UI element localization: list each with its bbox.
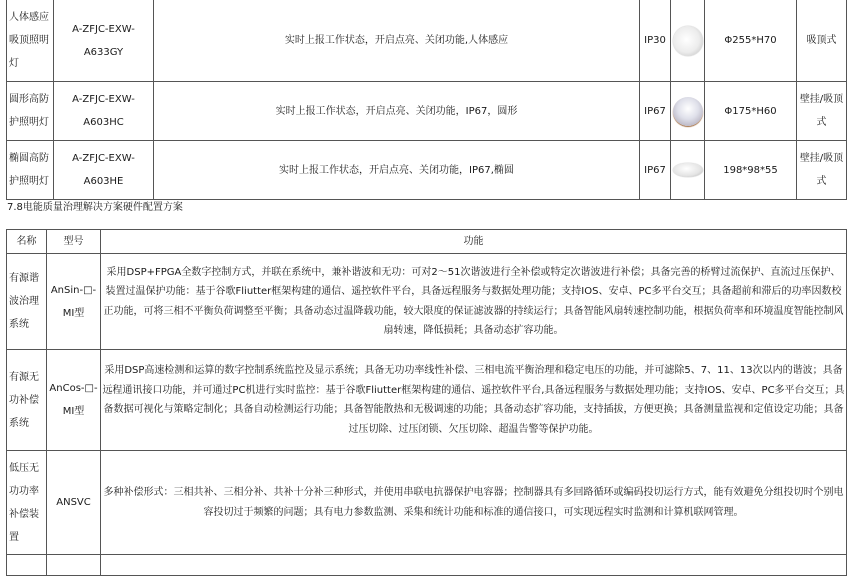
- lighting-table: [6, 0, 847, 200]
- lamp-description: 实时上报工作状态，开启点亮、关闭功能,人体感应: [154, 0, 640, 82]
- table-row-partial: [7, 555, 847, 576]
- lamp-name: 圆形高防护照明灯: [7, 82, 54, 141]
- table-row: [7, 451, 847, 555]
- lamp-ip-rating: IP67: [640, 82, 671, 141]
- system-function: 采用DSP+FPGA全数字控制方式，并联在系统中，兼补谐波和无功：可对2～51次谐波进行全补偿或特定次谐波进行补偿；具备完善的桥臂过流保护、直流过压保护、装置过温保护功能：基于谷歌Fliutter框架构建的通信、遥控软件平台，具备远程服务与数据处理功能；支持IOS、安卓、PC多平台交互；具备超前和滞后的功率因数校正功能，可将三相不平衡负荷调整至平衡；具备动态过温降载功能，较大限度的保证滤波器的持续运行；具备智能风扇转速控制功能，根据负荷率和环境温度智能控制风扇转速，降低损耗；具备动态扩容功能。: [101, 254, 847, 350]
- lamp-model: A-ZFJC-EXW-A603HC: [54, 82, 154, 141]
- table-header-row: [7, 230, 847, 254]
- lamp-image: [671, 141, 705, 200]
- power-quality-table: [6, 229, 847, 576]
- lamp-ip-rating: IP67: [640, 141, 671, 200]
- lamp-mount: 壁挂/吸顶式: [797, 141, 847, 200]
- system-name: 有源无功补偿系统: [7, 350, 47, 451]
- oval-protective-lamp-icon: [673, 163, 703, 177]
- lamp-image: [671, 0, 705, 82]
- system-name: 低压无功功率补偿装置: [7, 451, 47, 555]
- header-name: 名称: [7, 230, 47, 254]
- lamp-name: 人体感应吸顶照明灯: [7, 0, 54, 82]
- section-title: 7.8电能质量治理解决方案硬件配置方案: [7, 202, 183, 213]
- lamp-image: [671, 82, 705, 141]
- system-function: 多种补偿形式：三相共补、三相分补、共补十分补三种形式，并使用串联电抗器保护电容器；控制器具有多回路循环或编码投切运行方式，能有效避免分组投切时个别电容投切过于频繁的问题；具有电力参数监测、采集和统计功能和标准的通信接口，可实现远程实时监测和计算机联网管理。: [101, 451, 847, 555]
- header-function: 功能: [101, 230, 847, 254]
- system-model: ANSVC: [47, 451, 101, 555]
- table-row: [7, 350, 847, 451]
- lamp-size: Φ255*H70: [705, 0, 797, 82]
- lamp-mount: 壁挂/吸顶式: [797, 82, 847, 141]
- round-ceiling-lamp-icon: [673, 26, 703, 56]
- lamp-size: 198*98*55: [705, 141, 797, 200]
- lamp-model: A-ZFJC-EXW-A603HE: [54, 141, 154, 200]
- table-row: [7, 254, 847, 350]
- lamp-model: A-ZFJC-EXW-A633GY: [54, 0, 154, 82]
- round-protective-lamp-icon: [673, 97, 703, 126]
- lamp-size: Φ175*H60: [705, 82, 797, 141]
- table-row: [7, 141, 847, 200]
- header-model: 型号: [47, 230, 101, 254]
- lamp-description: 实时上报工作状态，开启点亮、关闭功能，IP67,椭圆: [154, 141, 640, 200]
- table-row: [7, 82, 847, 141]
- lamp-description: 实时上报工作状态，开启点亮、关闭功能，IP67，圆形: [154, 82, 640, 141]
- system-model: AnSin-□-MI型: [47, 254, 101, 350]
- lamp-mount: 吸顶式: [797, 0, 847, 82]
- system-name: 有源谐波治理系统: [7, 254, 47, 350]
- lamp-ip-rating: IP30: [640, 0, 671, 82]
- table-row: [7, 0, 847, 82]
- lamp-name: 椭圆高防护照明灯: [7, 141, 54, 200]
- system-function: 采用DSP高速检测和运算的数字控制系统监控及显示系统；具备无功功率线性补偿、三相电流平衡治理和稳定电压的功能，并可滤除5、7、11、13次以内的谐波；具备远程通讯接口功能，并可通过PC机进行实时监控：基于谷歌Fliutter框架构建的通信、遥控软件平台,具备远程服务与数据处理功能；支持IOS、安卓、PC多平台交互；具备数据可视化与策略定制化；具备自动检测运行功能；具备智能散热和无极调速的功能；具备动态扩容功能，支持插拔，方便更换；具备测量监视和定值设定功能；具备过压切除、过压闭锁、欠压切除、超温告警等保护功能。: [101, 350, 847, 451]
- system-model: AnCos-□-MI型: [47, 350, 101, 451]
